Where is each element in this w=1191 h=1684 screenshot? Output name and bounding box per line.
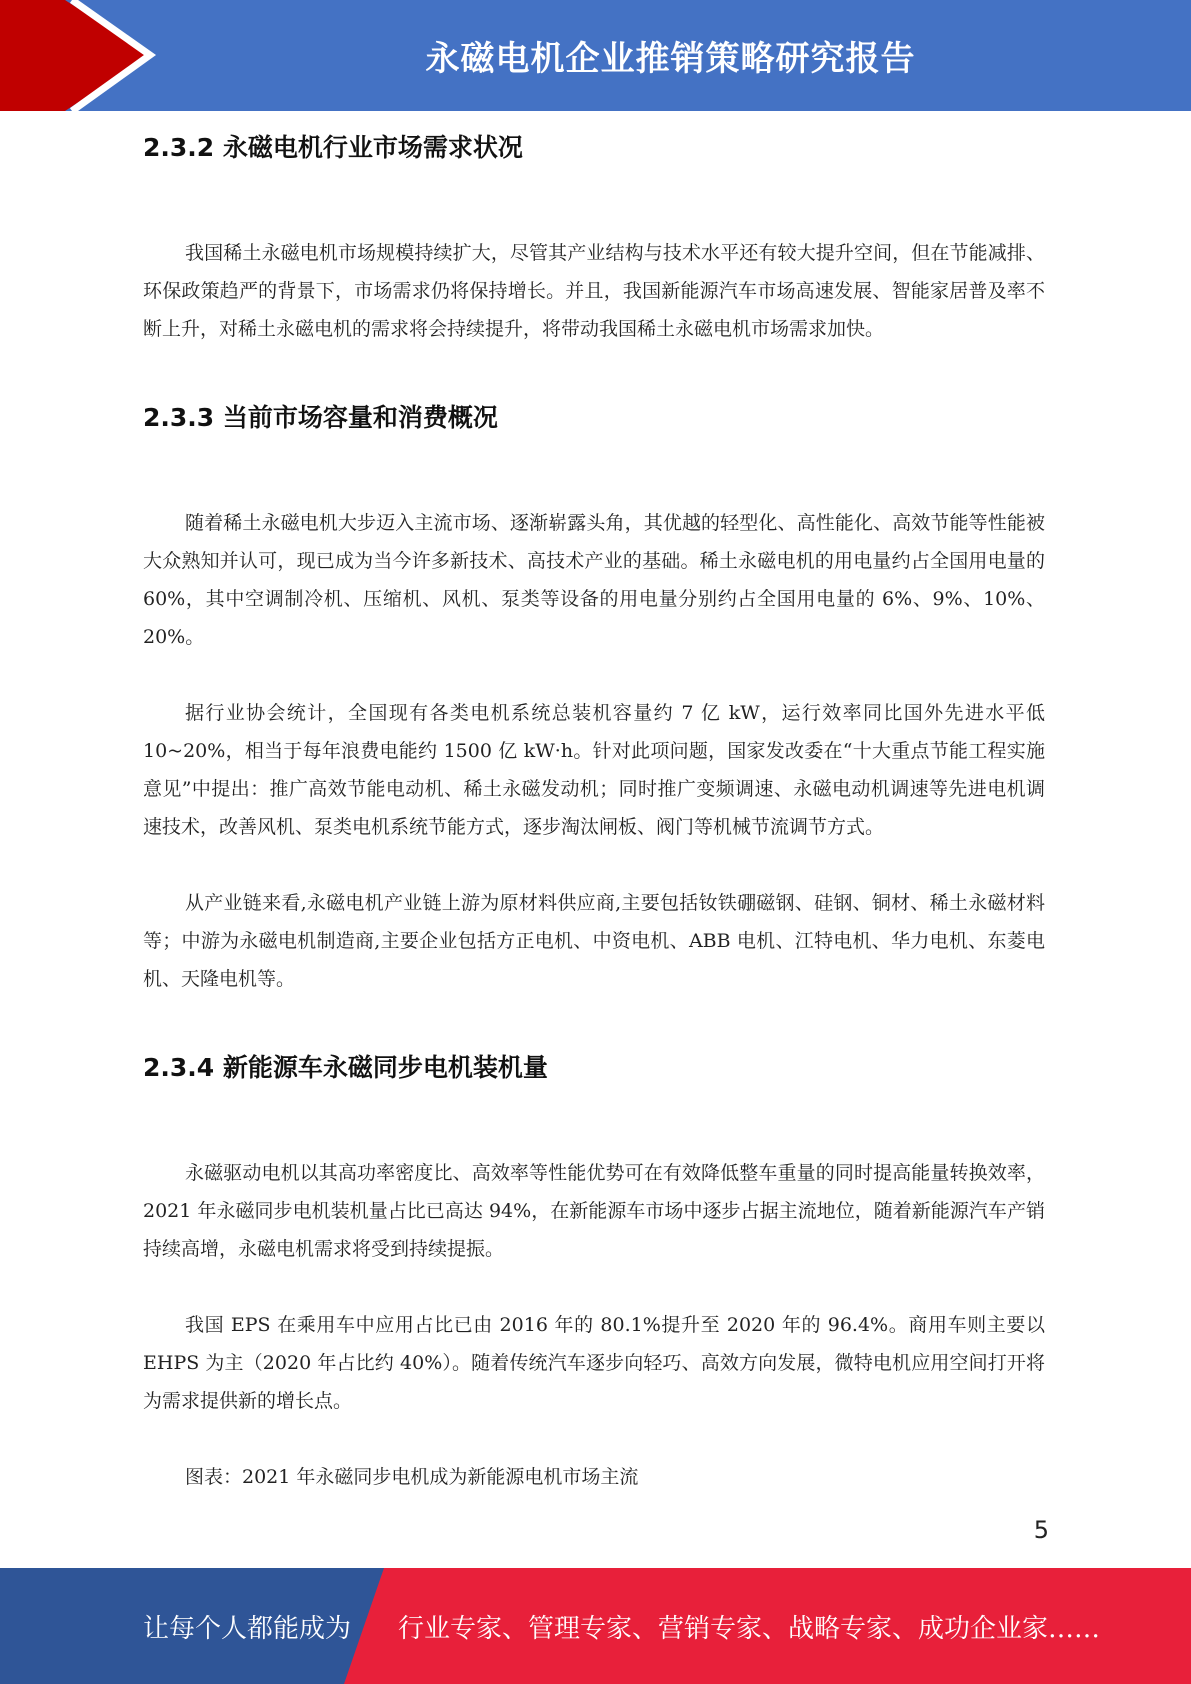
section-heading: 2.3.4 新能源车永磁同步电机装机量 xyxy=(143,1053,548,1082)
footer-slogan-left: 让每个人都能成为 xyxy=(143,1613,352,1644)
page-footer xyxy=(0,1568,1191,1684)
paragraph: 随着稀土永磁电机大步迈入主流市场、逐渐崭露头角，其优越的轻型化、高性能化、高效节能等性能被大众熟知并认可，现已成为当今许多新技术、高技术产业的基础。稀土永磁电机的用电量约占全国用电量的 60%，其中空调制冷机、压缩机、风机、泵类等设备的用电量分别约占全国用电量的 6%、9%、10%、20%。 xyxy=(143,512,1045,648)
section-heading: 2.3.2 永磁电机行业市场需求状况 xyxy=(143,133,523,162)
paragraph: 我国稀土永磁电机市场规模持续扩大，尽管其产业结构与技术水平还有较大提升空间，但在节能减排、环保政策趋严的背景下，市场需求仍将保持增长。并且，我国新能源汽车市场高速发展、智能家居普及率不断上升，对稀土永磁电机的需求将会持续提升，将带动我国稀土永磁电机市场需求加快。 xyxy=(143,242,1045,340)
section-2-3-4 xyxy=(143,1046,1045,1496)
section-2-3-3 xyxy=(143,396,1045,998)
page-header xyxy=(0,0,1191,111)
paragraph: 从产业链来看,永磁电机产业链上游为原材料供应商,主要包括钕铁硼磁钢、硅钢、铜材、稀土永磁材料等；中游为永磁电机制造商,主要企业包括方正电机、中资电机、ABB 电机、江特电机、华力电机、东菱电机、天隆电机等。 xyxy=(143,892,1045,990)
section-2-3-2 xyxy=(143,126,1045,348)
figure-caption: 图表：2021 年永磁同步电机成为新能源电机市场主流 xyxy=(185,1466,639,1488)
section-heading: 2.3.3 当前市场容量和消费概况 xyxy=(143,403,498,432)
report-title: 永磁电机企业推销策略研究报告 xyxy=(425,39,916,79)
footer-slogan-right: 行业专家、管理专家、营销专家、战略专家、成功企业家…… xyxy=(398,1613,1101,1644)
page-number: 5 xyxy=(1033,1516,1049,1544)
paragraph: 我国 EPS 在乘用车中应用占比已由 2016 年的 80.1%提升至 2020 年的 96.4%。商用车则主要以 EHPS 为主（2020 年占比约 40%）。随着传统汽车逐步向轻巧、高效方向发展，微特电机应用空间打开将为需求提供新的增长点。 xyxy=(143,1314,1045,1412)
paragraph: 永磁驱动电机以其高功率密度比、高效率等性能优势可在有效降低整车重量的同时提高能量转换效率，2021 年永磁同步电机装机量占比已高达 94%，在新能源车市场中逐步占据主流地位，随着新能源汽车产销持续高增，永磁电机需求将受到持续提振。 xyxy=(143,1162,1045,1260)
paragraph: 据行业协会统计，全国现有各类电机系统总装机容量约 7 亿 kW，运行效率同比国外先进水平低 10~20%，相当于每年浪费电能约 1500 亿 kW·h。针对此项问题，国家发改委在“十大重点节能工程实施意见”中提出：推广高效节能电动机、稀土永磁发动机；同时推广变频调速、永磁电动机调速等先进电机调速技术，改善风机、泵类电机系统节能方式，逐步淘汰闸板、阀门等机械节流调节方式。 xyxy=(143,702,1045,838)
